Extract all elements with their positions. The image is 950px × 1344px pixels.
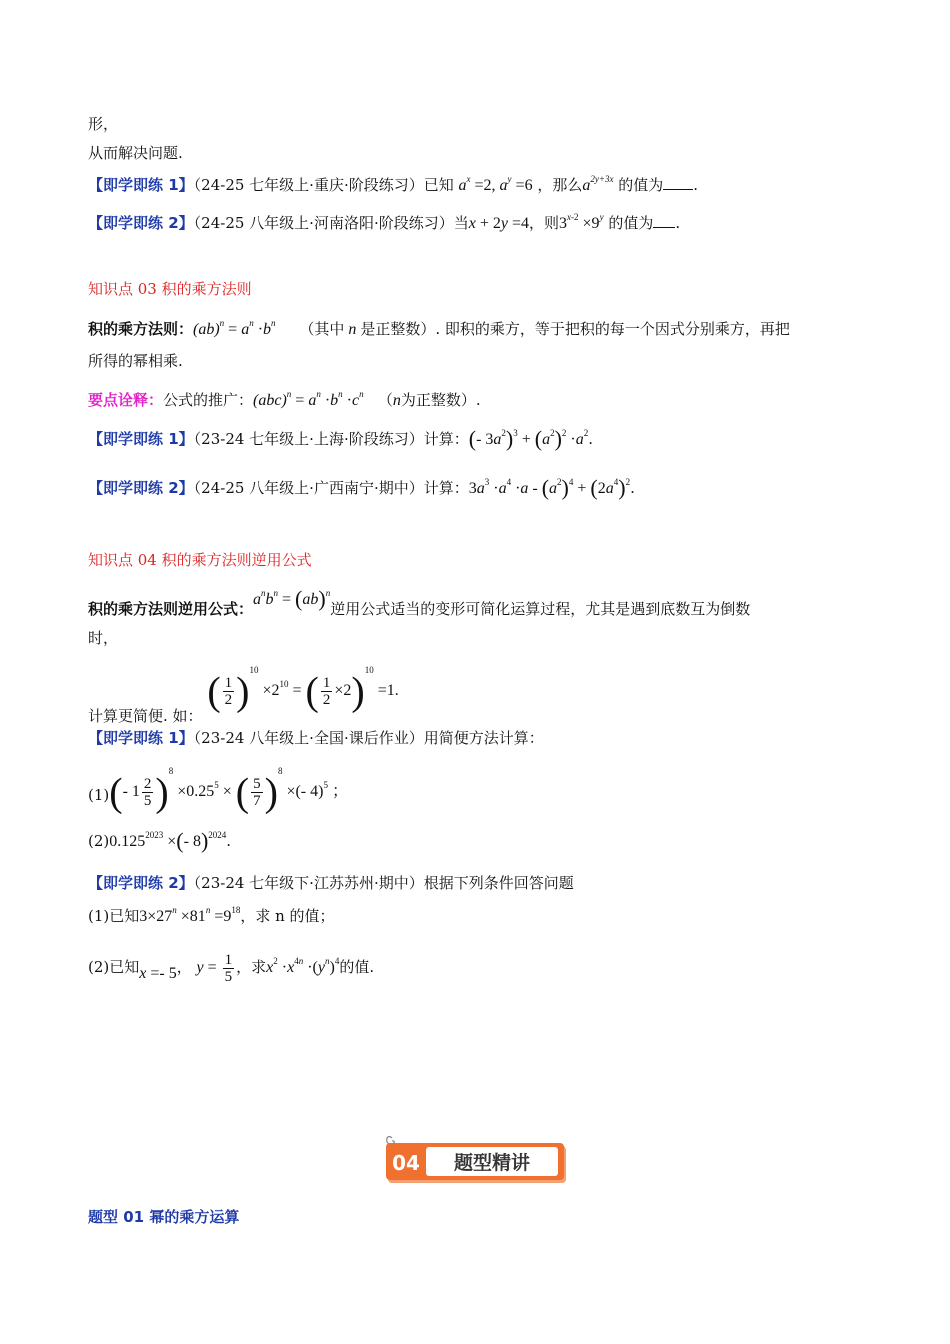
section-heading-kp4: 知识点 04 积的乘方法则逆用公式: [88, 551, 312, 569]
kp4-exercise-1-part-2: $(2)0.125^{2023}$ ×(- 8)$^{2024}$.: [88, 828, 232, 853]
exercise-tag: 【即学即练 2】: [88, 874, 194, 892]
section-badge: [386, 1136, 568, 1184]
kp4-exercise-2-part-2: (2)已知x =- 5， y = $\frac{1}{5}$ ，求$x^2 \cdot x^{4n} \cdot(y^n)^4$的值.: [88, 952, 375, 985]
kp3-rule: 积的乘方法则：$(ab)^n = a^n \cdot b^n$ （其中 n 是正整数）. 即积的乘方，等于把积的每一个因式分别乘方，再把: [88, 318, 790, 338]
kp3-exercise-1: 【即学即练 1】（23-24 七年级上·上海·阶段练习）计算：(- $3a^2)^3 + (a^2)^2 \cdot a^2$.: [88, 426, 594, 451]
kp4-example: 计算更简便. 如： ( $\frac{1}{2}$ )$^{10} \times 2^{10}$ = ( $\frac{1}{2}$ ×2)$^{10}$ =1.: [88, 665, 399, 725]
badge-title: 题型精讲: [453, 1152, 531, 1174]
kp4-exercise-2-part-1: (1)已知$3\times 27^n \times 81^n =9^{18}$，求 n 的值；: [88, 905, 335, 925]
kp3-note: 要点诠释：公式的推广：$(abc)^n = a^n \cdot b^n \cdot c^n$ （n为正整数）.: [88, 389, 481, 409]
exercise-tag: 【即学即练 2】: [88, 214, 194, 232]
badge-number: 04: [392, 1151, 420, 1175]
kp3-exercise-2: 【即学即练 2】（24-25 八年级上·广西南宁·期中）计算：$3a^3 \cdot a^4 \cdot a - (a^2)^4 + (2a^4)^2$.: [88, 475, 635, 500]
kp4-exercise-1: 【即学即练 1】（23-24 八年级上·全国·课后作业）用简便方法计算：: [88, 729, 544, 747]
text-line: 从而解决问题.: [88, 144, 183, 162]
exercise-tag: 【即学即练 1】: [88, 729, 194, 747]
exercise-a1: 【即学即练 1】（24-25 七年级上·重庆·阶段练习）已知 $a^x =2$, $a^y =6$ ，那么$a^{2y+3x}$ 的值为 .: [88, 174, 699, 194]
exercise-tag: 【即学即练 2】: [88, 479, 194, 497]
text-line: 所得的幂相乘.: [88, 352, 183, 370]
section-heading-kp3: 知识点 03 积的乘方法则: [88, 280, 252, 298]
kp4-rule: 积的乘方法则逆用公式：$a^nb^n = (ab)^n$逆用公式适当的变形可简化运算过程，尤其是遇到底数互为倒数: [88, 586, 751, 618]
text-line: 形，: [88, 115, 119, 133]
exercise-tag: 【即学即练 1】: [88, 430, 194, 448]
type-heading: 题型 01 幂的乘方运算: [88, 1208, 240, 1226]
exercise-tag: 【即学即练 1】: [88, 176, 194, 194]
kp4-exercise-2: 【即学即练 2】（23-24 七年级下·江苏苏州·期中）根据下列条件回答问题: [88, 874, 574, 892]
kp4-exercise-1-part-1: (1)(- 1 $\frac{2}{5}$ )$^8 \times 0.25^5$ × ( $\frac{5}{7}$ )$^8$ ×(- 4)$^5$ ；: [88, 766, 348, 815]
text-line: 时，: [88, 629, 119, 647]
exercise-a2: 【即学即练 2】（24-25 八年级上·河南洛阳·阶段练习）当x + 2y =4，则$3^{x-2} \times 9^y$ 的值为 .: [88, 212, 681, 232]
